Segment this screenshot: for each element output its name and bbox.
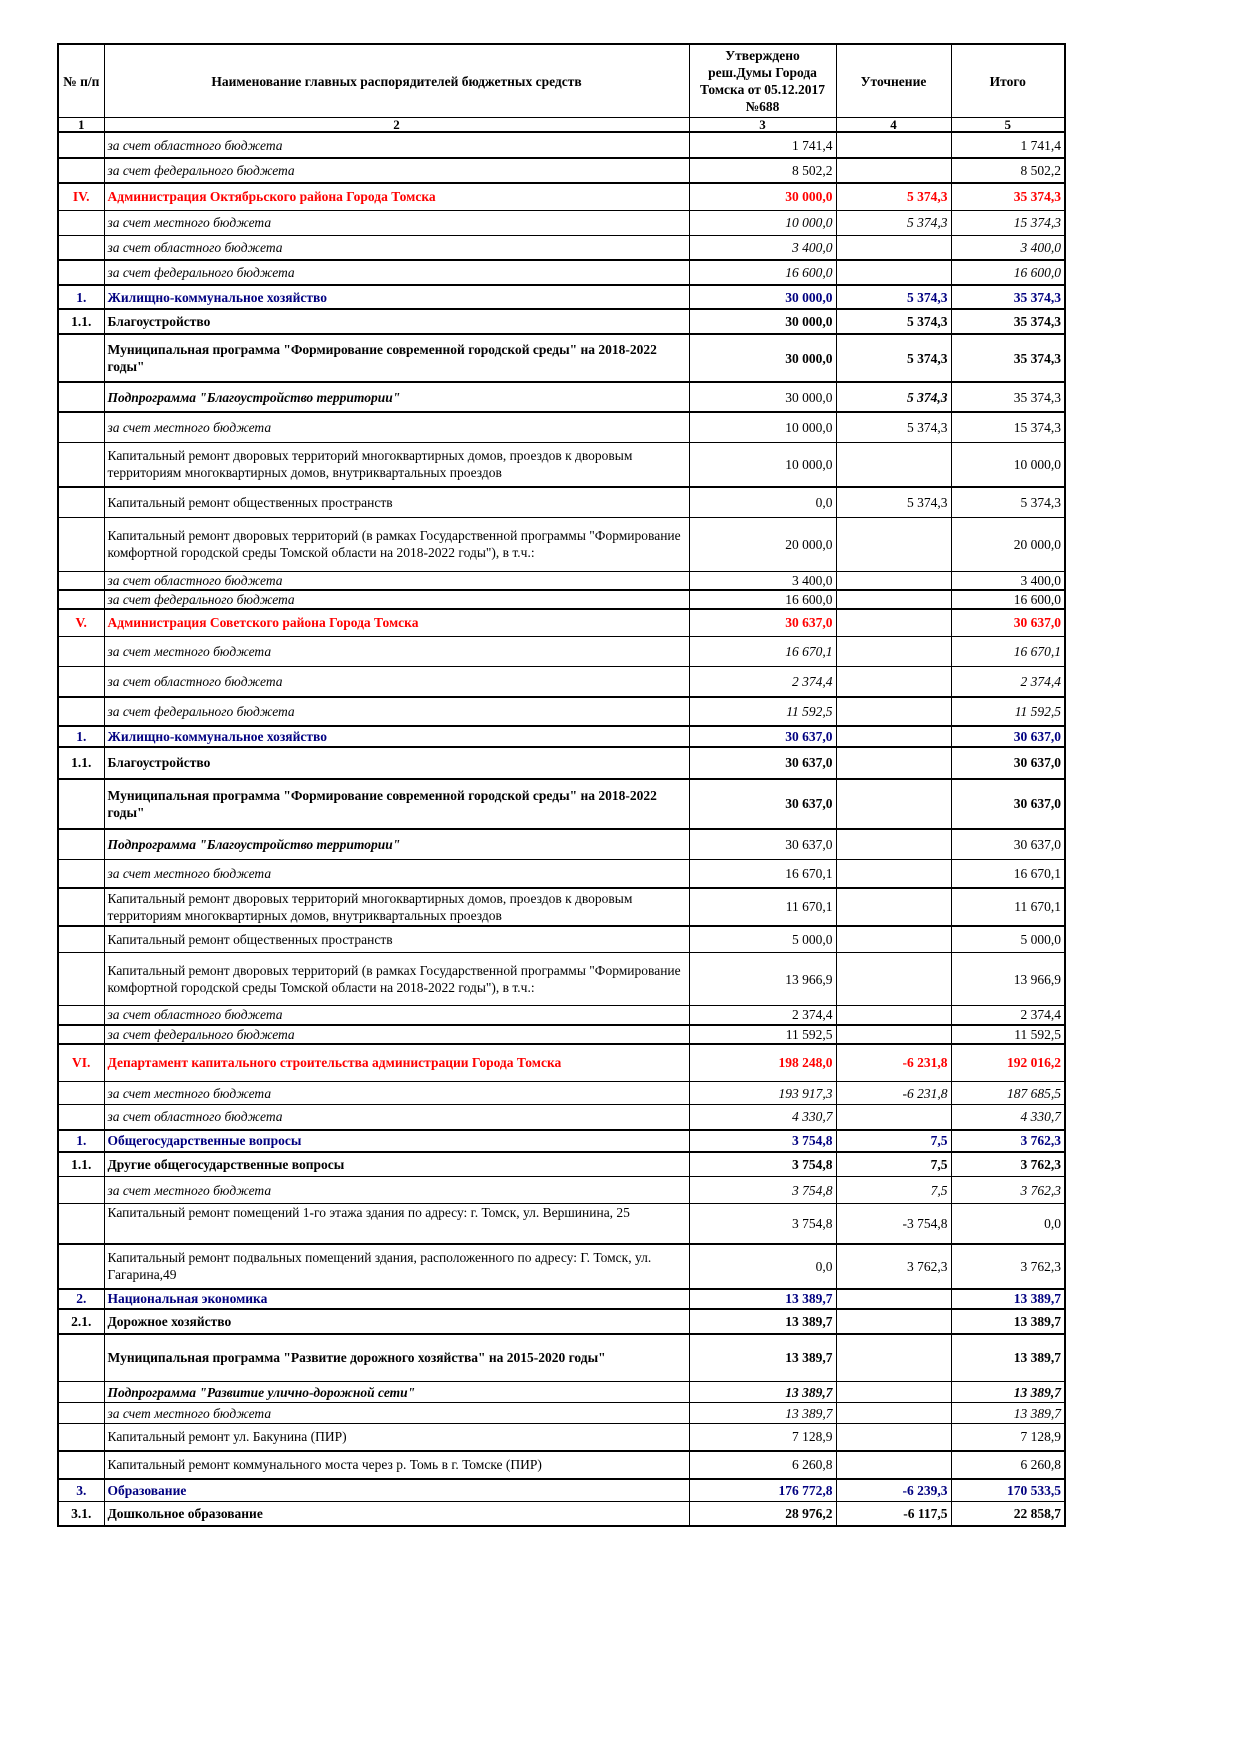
row-approved: 16 670,1: [689, 860, 836, 888]
row-change: [836, 926, 951, 953]
table-row: [58, 285, 1065, 309]
row-change: -6 117,5: [836, 1502, 951, 1526]
header-change: Уточнение: [836, 44, 951, 118]
table-row: [58, 517, 1065, 571]
row-approved: 20 000,0: [689, 517, 836, 571]
row-approved: 30 000,0: [689, 334, 836, 382]
row-approved: 176 772,8: [689, 1479, 836, 1502]
row-approved: 193 917,3: [689, 1082, 836, 1105]
row-approved: 13 966,9: [689, 953, 836, 1006]
row-name: Капитальный ремонт помещений 1-го этажа здания по адресу: г. Томск, ул. Вершинина, 25: [104, 1204, 689, 1244]
row-name: Жилищно-коммунальное хозяйство: [104, 726, 689, 747]
table-row: [58, 953, 1065, 1006]
table-row: [58, 1244, 1065, 1289]
table-row: [58, 1403, 1065, 1424]
table-row: [58, 1334, 1065, 1382]
row-change: [836, 235, 951, 260]
row-approved: 2 374,4: [689, 667, 836, 697]
row-number: [58, 1403, 104, 1424]
row-name: Подпрограмма "Развитие улично-дорожной сети": [104, 1382, 689, 1403]
row-approved: 3 400,0: [689, 571, 836, 590]
row-number: [58, 779, 104, 829]
row-approved: 0,0: [689, 1244, 836, 1289]
row-approved: 30 637,0: [689, 779, 836, 829]
row-approved: 10 000,0: [689, 442, 836, 487]
row-total: 13 966,9: [951, 953, 1065, 1006]
table-row: [58, 829, 1065, 860]
row-name: Департамент капитального строительства администрации Города Томска: [104, 1044, 689, 1082]
column-number-row: [58, 118, 1065, 133]
row-number: [58, 412, 104, 442]
row-change: 5 374,3: [836, 487, 951, 517]
table-row: [58, 590, 1065, 609]
row-total: 7 128,9: [951, 1424, 1065, 1451]
row-change: 5 374,3: [836, 183, 951, 210]
row-name: Капитальный ремонт дворовых территорий многоквартирных домов, проездов к дворовым территориям многоквартирных домов, внутриквартальных проездов: [104, 442, 689, 487]
row-total: 13 389,7: [951, 1289, 1065, 1309]
row-approved: 1 741,4: [689, 132, 836, 158]
header-number: № п/п: [58, 44, 104, 118]
row-total: 35 374,3: [951, 334, 1065, 382]
column-number: 2: [104, 118, 689, 133]
column-number: 1: [58, 118, 104, 133]
table-row: [58, 1177, 1065, 1204]
row-approved: 16 600,0: [689, 260, 836, 285]
row-name: Образование: [104, 1479, 689, 1502]
row-total: 16 600,0: [951, 590, 1065, 609]
table-row: [58, 1152, 1065, 1177]
row-change: [836, 260, 951, 285]
row-change: [836, 132, 951, 158]
row-total: 16 670,1: [951, 637, 1065, 667]
row-name: Общегосударственные вопросы: [104, 1130, 689, 1152]
row-change: [836, 667, 951, 697]
row-number: [58, 1204, 104, 1244]
row-total: 13 389,7: [951, 1334, 1065, 1382]
row-name: за счет местного бюджета: [104, 210, 689, 235]
row-change: -6 231,8: [836, 1082, 951, 1105]
row-number: [58, 1105, 104, 1130]
row-change: 5 374,3: [836, 412, 951, 442]
table-row: [58, 1044, 1065, 1082]
row-approved: 10 000,0: [689, 210, 836, 235]
table-row: [58, 158, 1065, 183]
row-name: Муниципальная программа "Формирование современной городской среды" на 2018-2022 годы": [104, 779, 689, 829]
row-name: за счет областного бюджета: [104, 571, 689, 590]
row-name: за счет областного бюджета: [104, 132, 689, 158]
row-number: [58, 667, 104, 697]
table-row: [58, 1309, 1065, 1334]
row-approved: 13 389,7: [689, 1289, 836, 1309]
row-number: 2.: [58, 1289, 104, 1309]
row-name: за счет местного бюджета: [104, 637, 689, 667]
table-row: [58, 412, 1065, 442]
row-change: [836, 517, 951, 571]
table-row: [58, 132, 1065, 158]
row-total: 13 389,7: [951, 1309, 1065, 1334]
row-number: [58, 1244, 104, 1289]
row-change: [836, 1006, 951, 1025]
row-name: Национальная экономика: [104, 1289, 689, 1309]
row-name: за счет федерального бюджета: [104, 697, 689, 726]
header-total: Итого: [951, 44, 1065, 118]
row-name: Дошкольное образование: [104, 1502, 689, 1526]
row-change: [836, 1382, 951, 1403]
row-total: 3 762,3: [951, 1152, 1065, 1177]
row-number: 1.1.: [58, 1152, 104, 1177]
row-approved: 3 754,8: [689, 1177, 836, 1204]
table-row: [58, 860, 1065, 888]
table-row: [58, 1105, 1065, 1130]
row-approved: 28 976,2: [689, 1502, 836, 1526]
row-number: 3.1.: [58, 1502, 104, 1526]
row-number: [58, 1006, 104, 1025]
row-change: [836, 1025, 951, 1044]
row-name: Муниципальная программа "Формирование современной городской среды" на 2018-2022 годы": [104, 334, 689, 382]
table-row: [58, 1204, 1065, 1244]
row-change: [836, 637, 951, 667]
row-name: Жилищно-коммунальное хозяйство: [104, 285, 689, 309]
row-number: [58, 590, 104, 609]
table-row: [58, 1025, 1065, 1044]
table-row: [58, 779, 1065, 829]
row-change: [836, 888, 951, 926]
row-total: 0,0: [951, 1204, 1065, 1244]
row-change: [836, 1105, 951, 1130]
row-number: [58, 1334, 104, 1382]
row-number: [58, 132, 104, 158]
row-name: Муниципальная программа "Развитие дорожного хозяйства" на 2015-2020 годы": [104, 1334, 689, 1382]
row-total: 187 685,5: [951, 1082, 1065, 1105]
row-number: 1.: [58, 285, 104, 309]
row-change: [836, 726, 951, 747]
row-number: [58, 571, 104, 590]
row-change: [836, 779, 951, 829]
row-number: [58, 442, 104, 487]
row-total: 5 374,3: [951, 487, 1065, 517]
row-total: 16 670,1: [951, 860, 1065, 888]
row-change: 5 374,3: [836, 210, 951, 235]
row-total: 11 592,5: [951, 697, 1065, 726]
row-change: [836, 442, 951, 487]
row-number: [58, 260, 104, 285]
row-change: 5 374,3: [836, 309, 951, 334]
table-row: [58, 1479, 1065, 1502]
row-number: [58, 860, 104, 888]
table-row: [58, 926, 1065, 953]
row-number: [58, 158, 104, 183]
row-total: 30 637,0: [951, 726, 1065, 747]
row-approved: 30 000,0: [689, 183, 836, 210]
row-name: Капитальный ремонт дворовых территорий (в рамках Государственной программы "Формирование комфортной городской среды Томской области на 2018-2022 годы"), в т.ч.:: [104, 953, 689, 1006]
row-approved: 13 389,7: [689, 1334, 836, 1382]
row-number: 1.1.: [58, 747, 104, 779]
row-name: Капитальный ремонт коммунального моста через р. Томь в г. Томске (ПИР): [104, 1451, 689, 1479]
table-row: [58, 1006, 1065, 1025]
row-change: [836, 1403, 951, 1424]
row-approved: 2 374,4: [689, 1006, 836, 1025]
row-name: Администрация Советского района Города Томска: [104, 609, 689, 637]
row-name: Капитальный ремонт подвальных помещений здания, расположенного по адресу: Г. Томск, ул. Гагарина,49: [104, 1244, 689, 1289]
row-name: за счет местного бюджета: [104, 1082, 689, 1105]
row-name: Капитальный ремонт общественных пространств: [104, 926, 689, 953]
row-name: за счет федерального бюджета: [104, 158, 689, 183]
row-number: 2.1.: [58, 1309, 104, 1334]
row-total: 4 330,7: [951, 1105, 1065, 1130]
row-number: [58, 953, 104, 1006]
row-total: 192 016,2: [951, 1044, 1065, 1082]
row-change: -3 754,8: [836, 1204, 951, 1244]
row-number: [58, 888, 104, 926]
row-number: VI.: [58, 1044, 104, 1082]
row-change: [836, 953, 951, 1006]
row-approved: 3 754,8: [689, 1130, 836, 1152]
row-number: [58, 637, 104, 667]
row-approved: 3 400,0: [689, 235, 836, 260]
row-approved: 5 000,0: [689, 926, 836, 953]
table-row: [58, 1424, 1065, 1451]
row-name: Благоустройство: [104, 309, 689, 334]
row-total: 30 637,0: [951, 609, 1065, 637]
row-change: 7,5: [836, 1152, 951, 1177]
row-name: Администрация Октябрьского района Города Томска: [104, 183, 689, 210]
row-name: за счет федерального бюджета: [104, 260, 689, 285]
table-row: [58, 609, 1065, 637]
row-approved: 30 637,0: [689, 829, 836, 860]
row-change: -6 239,3: [836, 1479, 951, 1502]
row-number: [58, 1177, 104, 1204]
row-change: 5 374,3: [836, 285, 951, 309]
row-approved: 8 502,2: [689, 158, 836, 183]
row-approved: 11 592,5: [689, 1025, 836, 1044]
row-number: [58, 1451, 104, 1479]
row-total: 3 400,0: [951, 235, 1065, 260]
table-row: [58, 382, 1065, 412]
row-approved: 10 000,0: [689, 412, 836, 442]
row-approved: 6 260,8: [689, 1451, 836, 1479]
row-name: за счет местного бюджета: [104, 1177, 689, 1204]
row-total: 5 000,0: [951, 926, 1065, 953]
row-number: 1.: [58, 726, 104, 747]
row-approved: 13 389,7: [689, 1309, 836, 1334]
row-approved: 30 000,0: [689, 285, 836, 309]
row-total: 11 670,1: [951, 888, 1065, 926]
table-row: [58, 1382, 1065, 1403]
row-change: [836, 1334, 951, 1382]
row-change: [836, 1451, 951, 1479]
row-number: [58, 1082, 104, 1105]
row-total: 170 533,5: [951, 1479, 1065, 1502]
row-name: Благоустройство: [104, 747, 689, 779]
row-total: 30 637,0: [951, 779, 1065, 829]
table-row: [58, 1502, 1065, 1526]
row-total: 30 637,0: [951, 747, 1065, 779]
table-row: [58, 260, 1065, 285]
row-name: Капитальный ремонт дворовых территорий многоквартирных домов, проездов к дворовым территориям многоквартирных домов, внутриквартальных проездов: [104, 888, 689, 926]
row-change: 3 762,3: [836, 1244, 951, 1289]
row-change: 7,5: [836, 1130, 951, 1152]
row-name: за счет областного бюджета: [104, 1105, 689, 1130]
table-row: [58, 487, 1065, 517]
row-total: 35 374,3: [951, 382, 1065, 412]
row-name: за счет местного бюджета: [104, 860, 689, 888]
row-total: 11 592,5: [951, 1025, 1065, 1044]
row-change: 5 374,3: [836, 382, 951, 412]
row-name: за счет областного бюджета: [104, 667, 689, 697]
row-number: 1.: [58, 1130, 104, 1152]
budget-table: [57, 43, 1066, 1527]
table-row: [58, 334, 1065, 382]
row-name: за счет местного бюджета: [104, 1403, 689, 1424]
row-total: 35 374,3: [951, 309, 1065, 334]
row-number: [58, 1424, 104, 1451]
row-approved: 30 637,0: [689, 726, 836, 747]
row-number: [58, 926, 104, 953]
table-row: [58, 571, 1065, 590]
row-total: 8 502,2: [951, 158, 1065, 183]
table-row: [58, 1289, 1065, 1309]
header-name: Наименование главных распорядителей бюджетных средств: [104, 44, 689, 118]
row-total: 3 762,3: [951, 1244, 1065, 1289]
row-approved: 30 637,0: [689, 747, 836, 779]
row-total: 10 000,0: [951, 442, 1065, 487]
row-number: [58, 210, 104, 235]
row-change: [836, 1424, 951, 1451]
row-number: [58, 334, 104, 382]
row-total: 13 389,7: [951, 1382, 1065, 1403]
row-total: 3 762,3: [951, 1130, 1065, 1152]
table-body: [58, 132, 1065, 1526]
column-number: 5: [951, 118, 1065, 133]
table-row: [58, 1130, 1065, 1152]
table-row: [58, 309, 1065, 334]
table-row: [58, 637, 1065, 667]
row-approved: 30 637,0: [689, 609, 836, 637]
row-change: [836, 590, 951, 609]
row-approved: 13 389,7: [689, 1403, 836, 1424]
row-total: 30 637,0: [951, 829, 1065, 860]
table-row: [58, 747, 1065, 779]
row-change: [836, 829, 951, 860]
row-name: Дорожное хозяйство: [104, 1309, 689, 1334]
row-name: Другие общегосударственные вопросы: [104, 1152, 689, 1177]
row-total: 6 260,8: [951, 1451, 1065, 1479]
table-row: [58, 667, 1065, 697]
row-number: [58, 1382, 104, 1403]
row-approved: 13 389,7: [689, 1382, 836, 1403]
row-change: [836, 1289, 951, 1309]
row-total: 2 374,4: [951, 667, 1065, 697]
row-approved: 4 330,7: [689, 1105, 836, 1130]
table-row: [58, 697, 1065, 726]
row-approved: 3 754,8: [689, 1204, 836, 1244]
row-number: [58, 382, 104, 412]
row-number: [58, 829, 104, 860]
table-row: [58, 1451, 1065, 1479]
table-row: [58, 726, 1065, 747]
row-number: IV.: [58, 183, 104, 210]
table-row: [58, 210, 1065, 235]
row-name: за счет областного бюджета: [104, 235, 689, 260]
row-name: за счет федерального бюджета: [104, 590, 689, 609]
row-change: 5 374,3: [836, 334, 951, 382]
row-approved: 7 128,9: [689, 1424, 836, 1451]
row-approved: 30 000,0: [689, 309, 836, 334]
row-total: 35 374,3: [951, 285, 1065, 309]
row-total: 1 741,4: [951, 132, 1065, 158]
table-row: [58, 235, 1065, 260]
row-total: 15 374,3: [951, 412, 1065, 442]
column-number: 4: [836, 118, 951, 133]
table-row: [58, 888, 1065, 926]
row-approved: 11 670,1: [689, 888, 836, 926]
row-name: за счет местного бюджета: [104, 412, 689, 442]
row-name: Капитальный ремонт дворовых территорий (в рамках Государственной программы "Формирование комфортной городской среды Томской области на 2018-2022 годы"), в т.ч.:: [104, 517, 689, 571]
row-approved: 198 248,0: [689, 1044, 836, 1082]
row-name: Подпрограмма "Благоустройство территории": [104, 382, 689, 412]
row-approved: 3 754,8: [689, 1152, 836, 1177]
row-name: Подпрограмма "Благоустройство территории": [104, 829, 689, 860]
table-row: [58, 1082, 1065, 1105]
column-number: 3: [689, 118, 836, 133]
row-number: 3.: [58, 1479, 104, 1502]
row-number: V.: [58, 609, 104, 637]
row-total: 35 374,3: [951, 183, 1065, 210]
table-row: [58, 442, 1065, 487]
table-row: [58, 183, 1065, 210]
row-name: за счет федерального бюджета: [104, 1025, 689, 1044]
row-total: 3 762,3: [951, 1177, 1065, 1204]
row-number: [58, 697, 104, 726]
header-approved: Утверждено реш.Думы Города Томска от 05.12.2017 №688: [689, 44, 836, 118]
row-number: [58, 517, 104, 571]
row-approved: 16 600,0: [689, 590, 836, 609]
row-approved: 16 670,1: [689, 637, 836, 667]
row-name: Капитальный ремонт общественных пространств: [104, 487, 689, 517]
row-change: [836, 158, 951, 183]
row-change: 7,5: [836, 1177, 951, 1204]
row-total: 16 600,0: [951, 260, 1065, 285]
row-total: 2 374,4: [951, 1006, 1065, 1025]
row-name: Капитальный ремонт ул. Бакунина (ПИР): [104, 1424, 689, 1451]
row-change: -6 231,8: [836, 1044, 951, 1082]
row-change: [836, 1309, 951, 1334]
row-change: [836, 747, 951, 779]
header-row: [58, 44, 1065, 118]
row-name: за счет областного бюджета: [104, 1006, 689, 1025]
row-total: 20 000,0: [951, 517, 1065, 571]
row-approved: 0,0: [689, 487, 836, 517]
row-change: [836, 697, 951, 726]
row-change: [836, 860, 951, 888]
row-total: 3 400,0: [951, 571, 1065, 590]
row-approved: 11 592,5: [689, 697, 836, 726]
row-change: [836, 571, 951, 590]
row-total: 22 858,7: [951, 1502, 1065, 1526]
row-approved: 30 000,0: [689, 382, 836, 412]
row-number: [58, 487, 104, 517]
row-total: 13 389,7: [951, 1403, 1065, 1424]
row-number: [58, 1025, 104, 1044]
row-number: 1.1.: [58, 309, 104, 334]
row-number: [58, 235, 104, 260]
row-total: 15 374,3: [951, 210, 1065, 235]
row-change: [836, 609, 951, 637]
